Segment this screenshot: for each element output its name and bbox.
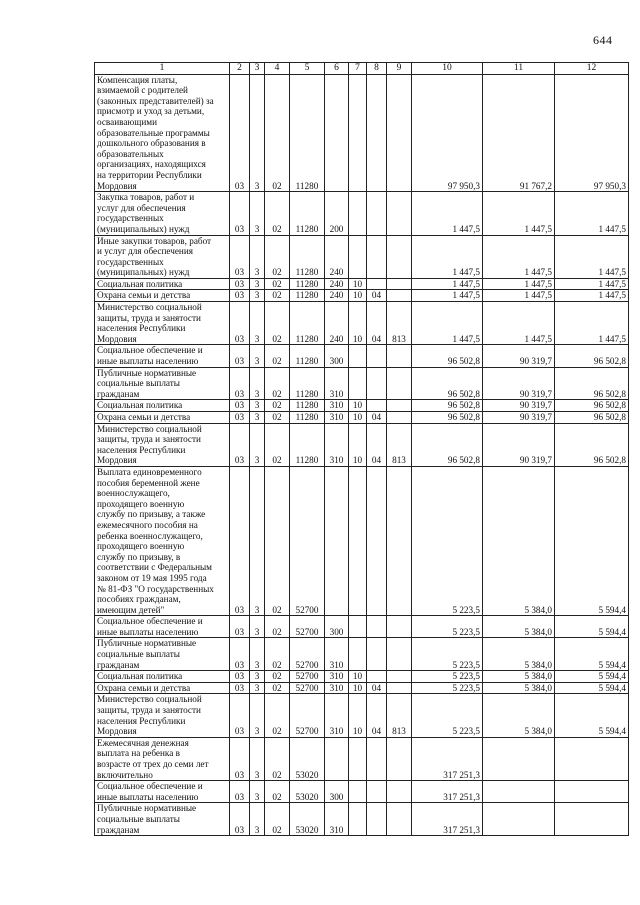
cell-section — [349, 235, 367, 278]
column-header: 1 — [95, 63, 230, 75]
cell-code-4: 02 — [265, 74, 290, 192]
cell-code-4: 02 — [265, 466, 290, 615]
row-name-cell: Публичные нормативные социальные выплаты гражданам — [95, 803, 230, 836]
cell-expense-type: 310 — [325, 412, 349, 424]
cell-amount-col10: 96 502,8 — [412, 367, 483, 400]
cell-code-3: 3 — [250, 616, 265, 638]
column-header: 12 — [555, 63, 629, 75]
cell-code-4: 02 — [265, 671, 290, 683]
row-name-cell: Компенсация платы, взимаемой с родителей (законных представителей) за присмотр и уход за детьми, осваивающими образовательные программы дошкольного образования в образовательных организациях, находящихся на территории Республики Мордовия — [95, 74, 230, 192]
cell-target-code: 53020 — [290, 737, 325, 780]
cell-code-3: 3 — [250, 781, 265, 803]
cell-amount-col11: 1 447,5 — [483, 290, 555, 302]
cell-amount-col11: 5 384,0 — [483, 671, 555, 683]
cell-section: 10 — [349, 694, 367, 737]
row-name-cell: Публичные нормативные социальные выплаты гражданам — [95, 367, 230, 400]
cell-amount-col12: 5 594,4 — [555, 638, 629, 671]
cell-code-2: 03 — [230, 682, 250, 694]
cell-subsection — [367, 278, 387, 290]
column-header: 2 — [230, 63, 250, 75]
cell-code-3: 3 — [250, 682, 265, 694]
cell-amount-col12: 5 594,4 — [555, 682, 629, 694]
cell-code-3: 3 — [250, 423, 265, 466]
cell-target-code: 53020 — [290, 781, 325, 803]
cell-ministry-code — [387, 466, 412, 615]
table-row — [95, 235, 629, 278]
cell-subsection — [367, 345, 387, 367]
cell-amount-col10: 5 223,5 — [412, 682, 483, 694]
cell-amount-col11: 90 319,7 — [483, 367, 555, 400]
row-name-cell: Социальная политика — [95, 671, 230, 683]
cell-ministry-code — [387, 737, 412, 780]
cell-code-2: 03 — [230, 781, 250, 803]
cell-expense-type: 240 — [325, 235, 349, 278]
cell-target-code: 52700 — [290, 694, 325, 737]
cell-code-2: 03 — [230, 367, 250, 400]
table-row — [95, 803, 629, 836]
table-row — [95, 345, 629, 367]
cell-subsection — [367, 781, 387, 803]
cell-code-3: 3 — [250, 694, 265, 737]
row-name-cell: Публичные нормативные социальные выплаты гражданам — [95, 638, 230, 671]
cell-section — [349, 803, 367, 836]
cell-code-4: 02 — [265, 423, 290, 466]
cell-section — [349, 737, 367, 780]
cell-expense-type: 310 — [325, 682, 349, 694]
cell-code-4: 02 — [265, 694, 290, 737]
table-row — [95, 290, 629, 302]
cell-amount-col11: 1 447,5 — [483, 302, 555, 345]
cell-amount-col10: 1 447,5 — [412, 192, 483, 235]
cell-amount-col10: 96 502,8 — [412, 412, 483, 424]
row-name-cell: Охрана семьи и детства — [95, 290, 230, 302]
cell-amount-col10: 96 502,8 — [412, 400, 483, 412]
table-row — [95, 302, 629, 345]
cell-code-4: 02 — [265, 192, 290, 235]
cell-code-4: 02 — [265, 278, 290, 290]
cell-target-code: 11280 — [290, 345, 325, 367]
cell-section: 10 — [349, 423, 367, 466]
cell-expense-type: 310 — [325, 803, 349, 836]
cell-amount-col10: 317 251,3 — [412, 737, 483, 780]
cell-amount-col12: 5 594,4 — [555, 671, 629, 683]
cell-expense-type: 240 — [325, 278, 349, 290]
row-name-cell: Социальное обеспечение и иные выплаты населению — [95, 781, 230, 803]
cell-section: 10 — [349, 278, 367, 290]
cell-target-code: 52700 — [290, 682, 325, 694]
cell-amount-col12: 5 594,4 — [555, 466, 629, 615]
table-row — [95, 737, 629, 780]
cell-amount-col12: 5 594,4 — [555, 616, 629, 638]
cell-amount-col12: 5 594,4 — [555, 694, 629, 737]
row-name-cell: Социальное обеспечение и иные выплаты населению — [95, 345, 230, 367]
cell-expense-type — [325, 737, 349, 780]
cell-amount-col11: 5 384,0 — [483, 682, 555, 694]
row-name-cell: Министерство социальной защиты, труда и занятости населения Республики Мордовия — [95, 694, 230, 737]
cell-amount-col10: 97 950,3 — [412, 74, 483, 192]
cell-amount-col11: 5 384,0 — [483, 694, 555, 737]
cell-expense-type: 300 — [325, 616, 349, 638]
cell-amount-col11: 5 384,0 — [483, 466, 555, 615]
cell-subsection — [367, 192, 387, 235]
cell-code-2: 03 — [230, 235, 250, 278]
cell-subsection — [367, 737, 387, 780]
row-name-cell: Ежемесячная денежная выплата на ребенка в возрасте от трех до семи лет включительно — [95, 737, 230, 780]
table-row — [95, 781, 629, 803]
cell-amount-col12: 1 447,5 — [555, 290, 629, 302]
cell-expense-type: 310 — [325, 400, 349, 412]
cell-code-4: 02 — [265, 235, 290, 278]
cell-code-2: 03 — [230, 616, 250, 638]
column-header: 3 — [250, 63, 265, 75]
budget-table — [94, 62, 629, 836]
cell-subsection: 04 — [367, 290, 387, 302]
cell-code-2: 03 — [230, 302, 250, 345]
cell-target-code: 11280 — [290, 423, 325, 466]
cell-amount-col12: 96 502,8 — [555, 423, 629, 466]
cell-section — [349, 74, 367, 192]
cell-code-2: 03 — [230, 412, 250, 424]
cell-code-4: 02 — [265, 616, 290, 638]
cell-code-2: 03 — [230, 466, 250, 615]
cell-ministry-code — [387, 278, 412, 290]
cell-section — [349, 638, 367, 671]
cell-section — [349, 781, 367, 803]
cell-amount-col12 — [555, 781, 629, 803]
cell-code-2: 03 — [230, 74, 250, 192]
cell-amount-col10: 1 447,5 — [412, 290, 483, 302]
cell-amount-col11: 5 384,0 — [483, 616, 555, 638]
cell-amount-col11 — [483, 781, 555, 803]
cell-subsection — [367, 616, 387, 638]
cell-code-4: 02 — [265, 367, 290, 400]
cell-expense-type: 200 — [325, 192, 349, 235]
cell-amount-col11: 5 384,0 — [483, 638, 555, 671]
cell-amount-col10: 5 223,5 — [412, 616, 483, 638]
cell-code-2: 03 — [230, 400, 250, 412]
cell-amount-col12: 1 447,5 — [555, 235, 629, 278]
cell-amount-col11: 90 319,7 — [483, 423, 555, 466]
cell-subsection: 04 — [367, 412, 387, 424]
cell-target-code: 11280 — [290, 290, 325, 302]
column-header: 11 — [483, 63, 555, 75]
cell-section — [349, 367, 367, 400]
cell-section: 10 — [349, 302, 367, 345]
cell-code-3: 3 — [250, 290, 265, 302]
cell-amount-col11 — [483, 737, 555, 780]
cell-expense-type: 240 — [325, 302, 349, 345]
cell-ministry-code — [387, 400, 412, 412]
cell-expense-type: 300 — [325, 781, 349, 803]
row-name-cell: Министерство социальной защиты, труда и занятости населения Республики Мордовия — [95, 423, 230, 466]
cell-code-4: 02 — [265, 345, 290, 367]
cell-code-4: 02 — [265, 781, 290, 803]
cell-section — [349, 192, 367, 235]
column-header: 6 — [325, 63, 349, 75]
cell-ministry-code — [387, 235, 412, 278]
table-row — [95, 616, 629, 638]
cell-target-code: 11280 — [290, 400, 325, 412]
cell-ministry-code — [387, 638, 412, 671]
cell-section: 10 — [349, 412, 367, 424]
cell-amount-col12: 96 502,8 — [555, 345, 629, 367]
cell-code-2: 03 — [230, 638, 250, 671]
row-name-cell: Социальная политика — [95, 278, 230, 290]
column-header: 8 — [367, 63, 387, 75]
cell-section: 10 — [349, 682, 367, 694]
cell-code-2: 03 — [230, 278, 250, 290]
cell-subsection — [367, 367, 387, 400]
table-row — [95, 192, 629, 235]
cell-code-4: 02 — [265, 400, 290, 412]
cell-subsection — [367, 671, 387, 683]
cell-amount-col11: 1 447,5 — [483, 235, 555, 278]
page-number: 644 — [593, 33, 613, 47]
cell-code-3: 3 — [250, 367, 265, 400]
cell-amount-col12: 96 502,8 — [555, 367, 629, 400]
row-name-cell: Выплата единовременного пособия беременной жене военнослужащего, проходящего военную службу по призыву, а также ежемесячного пособия на ребенка военнослужащего, проходящего военную службу по призыву, в соответствии с Федеральным законом от 19 мая 1995 года № 81-ФЗ "О государственных пособиях гражданам, имеющим детей" — [95, 466, 230, 615]
table-row — [95, 638, 629, 671]
cell-ministry-code — [387, 192, 412, 235]
cell-amount-col12: 96 502,8 — [555, 412, 629, 424]
cell-code-3: 3 — [250, 74, 265, 192]
cell-expense-type: 300 — [325, 345, 349, 367]
cell-target-code: 11280 — [290, 235, 325, 278]
cell-target-code: 11280 — [290, 74, 325, 192]
table-row — [95, 400, 629, 412]
cell-code-3: 3 — [250, 400, 265, 412]
table-row — [95, 682, 629, 694]
cell-code-4: 02 — [265, 682, 290, 694]
cell-expense-type: 310 — [325, 423, 349, 466]
table-row — [95, 466, 629, 615]
cell-target-code: 11280 — [290, 412, 325, 424]
cell-code-3: 3 — [250, 638, 265, 671]
cell-section — [349, 466, 367, 615]
cell-subsection — [367, 74, 387, 192]
cell-subsection — [367, 466, 387, 615]
table-row — [95, 694, 629, 737]
cell-target-code: 11280 — [290, 192, 325, 235]
cell-code-4: 02 — [265, 803, 290, 836]
cell-code-3: 3 — [250, 235, 265, 278]
table-row — [95, 412, 629, 424]
cell-expense-type: 310 — [325, 671, 349, 683]
cell-expense-type: 310 — [325, 638, 349, 671]
cell-code-3: 3 — [250, 278, 265, 290]
cell-subsection — [367, 235, 387, 278]
cell-code-4: 02 — [265, 302, 290, 345]
cell-code-2: 03 — [230, 192, 250, 235]
cell-code-2: 03 — [230, 671, 250, 683]
cell-amount-col12 — [555, 737, 629, 780]
table-body — [95, 74, 629, 836]
cell-code-3: 3 — [250, 302, 265, 345]
cell-code-3: 3 — [250, 345, 265, 367]
cell-code-2: 03 — [230, 737, 250, 780]
cell-target-code: 52700 — [290, 616, 325, 638]
cell-ministry-code: 813 — [387, 302, 412, 345]
cell-expense-type: 310 — [325, 694, 349, 737]
cell-amount-col10: 5 223,5 — [412, 694, 483, 737]
cell-target-code: 11280 — [290, 367, 325, 400]
cell-ministry-code — [387, 345, 412, 367]
cell-section — [349, 616, 367, 638]
cell-ministry-code: 813 — [387, 423, 412, 466]
cell-target-code: 53020 — [290, 803, 325, 836]
cell-code-3: 3 — [250, 803, 265, 836]
cell-amount-col11: 90 319,7 — [483, 412, 555, 424]
cell-ministry-code: 813 — [387, 694, 412, 737]
cell-subsection: 04 — [367, 423, 387, 466]
cell-amount-col12: 1 447,5 — [555, 192, 629, 235]
cell-subsection: 04 — [367, 682, 387, 694]
cell-amount-col12: 1 447,5 — [555, 278, 629, 290]
cell-ministry-code — [387, 671, 412, 683]
cell-code-3: 3 — [250, 671, 265, 683]
cell-target-code: 11280 — [290, 278, 325, 290]
cell-amount-col12: 97 950,3 — [555, 74, 629, 192]
row-name-cell: Иные закупки товаров, работ и услуг для обеспечения государственных (муниципальных) нужд — [95, 235, 230, 278]
cell-section: 10 — [349, 400, 367, 412]
table-row — [95, 367, 629, 400]
cell-amount-col10: 96 502,8 — [412, 345, 483, 367]
table-row — [95, 278, 629, 290]
cell-code-2: 03 — [230, 290, 250, 302]
cell-code-4: 02 — [265, 290, 290, 302]
cell-expense-type — [325, 466, 349, 615]
row-name-cell: Министерство социальной защиты, труда и занятости населения Республики Мордовия — [95, 302, 230, 345]
row-name-cell: Охрана семьи и детства — [95, 412, 230, 424]
cell-amount-col10: 317 251,3 — [412, 781, 483, 803]
cell-ministry-code — [387, 290, 412, 302]
cell-code-4: 02 — [265, 638, 290, 671]
cell-target-code: 52700 — [290, 466, 325, 615]
row-name-cell: Закупка товаров, работ и услуг для обеспечения государственных (муниципальных) нужд — [95, 192, 230, 235]
cell-ministry-code — [387, 682, 412, 694]
cell-code-4: 02 — [265, 737, 290, 780]
cell-amount-col10: 96 502,8 — [412, 423, 483, 466]
cell-subsection — [367, 638, 387, 671]
cell-amount-col10: 1 447,5 — [412, 278, 483, 290]
cell-amount-col12: 1 447,5 — [555, 302, 629, 345]
cell-section: 10 — [349, 290, 367, 302]
cell-subsection — [367, 400, 387, 412]
cell-amount-col11 — [483, 803, 555, 836]
cell-amount-col10: 317 251,3 — [412, 803, 483, 836]
cell-amount-col11: 1 447,5 — [483, 278, 555, 290]
cell-expense-type: 240 — [325, 290, 349, 302]
cell-amount-col11: 90 319,7 — [483, 345, 555, 367]
cell-target-code: 52700 — [290, 671, 325, 683]
cell-subsection: 04 — [367, 694, 387, 737]
cell-amount-col10: 5 223,5 — [412, 671, 483, 683]
cell-code-2: 03 — [230, 345, 250, 367]
cell-target-code: 52700 — [290, 638, 325, 671]
cell-code-4: 02 — [265, 412, 290, 424]
cell-amount-col12 — [555, 803, 629, 836]
cell-amount-col10: 5 223,5 — [412, 638, 483, 671]
cell-code-3: 3 — [250, 737, 265, 780]
table-row — [95, 423, 629, 466]
cell-code-3: 3 — [250, 192, 265, 235]
cell-ministry-code — [387, 803, 412, 836]
cell-section: 10 — [349, 671, 367, 683]
header-row — [95, 63, 629, 75]
cell-amount-col10: 1 447,5 — [412, 302, 483, 345]
cell-ministry-code — [387, 412, 412, 424]
cell-amount-col11: 91 767,2 — [483, 74, 555, 192]
column-header: 5 — [290, 63, 325, 75]
row-name-cell: Социальное обеспечение и иные выплаты населению — [95, 616, 230, 638]
cell-code-2: 03 — [230, 803, 250, 836]
cell-target-code: 11280 — [290, 302, 325, 345]
cell-expense-type: 310 — [325, 367, 349, 400]
cell-subsection: 04 — [367, 302, 387, 345]
column-header: 9 — [387, 63, 412, 75]
cell-ministry-code — [387, 616, 412, 638]
cell-ministry-code — [387, 74, 412, 192]
cell-amount-col12: 96 502,8 — [555, 400, 629, 412]
cell-code-3: 3 — [250, 466, 265, 615]
cell-amount-col11: 1 447,5 — [483, 192, 555, 235]
cell-ministry-code — [387, 367, 412, 400]
cell-amount-col10: 1 447,5 — [412, 235, 483, 278]
column-header: 4 — [265, 63, 290, 75]
cell-amount-col11: 90 319,7 — [483, 400, 555, 412]
cell-expense-type — [325, 74, 349, 192]
row-name-cell: Социальная политика — [95, 400, 230, 412]
cell-amount-col10: 5 223,5 — [412, 466, 483, 615]
table-row — [95, 74, 629, 192]
cell-code-3: 3 — [250, 412, 265, 424]
cell-code-2: 03 — [230, 694, 250, 737]
cell-subsection — [367, 803, 387, 836]
cell-section — [349, 345, 367, 367]
cell-code-2: 03 — [230, 423, 250, 466]
cell-ministry-code — [387, 781, 412, 803]
table-row — [95, 671, 629, 683]
column-header: 10 — [412, 63, 483, 75]
column-header: 7 — [349, 63, 367, 75]
row-name-cell: Охрана семьи и детства — [95, 682, 230, 694]
